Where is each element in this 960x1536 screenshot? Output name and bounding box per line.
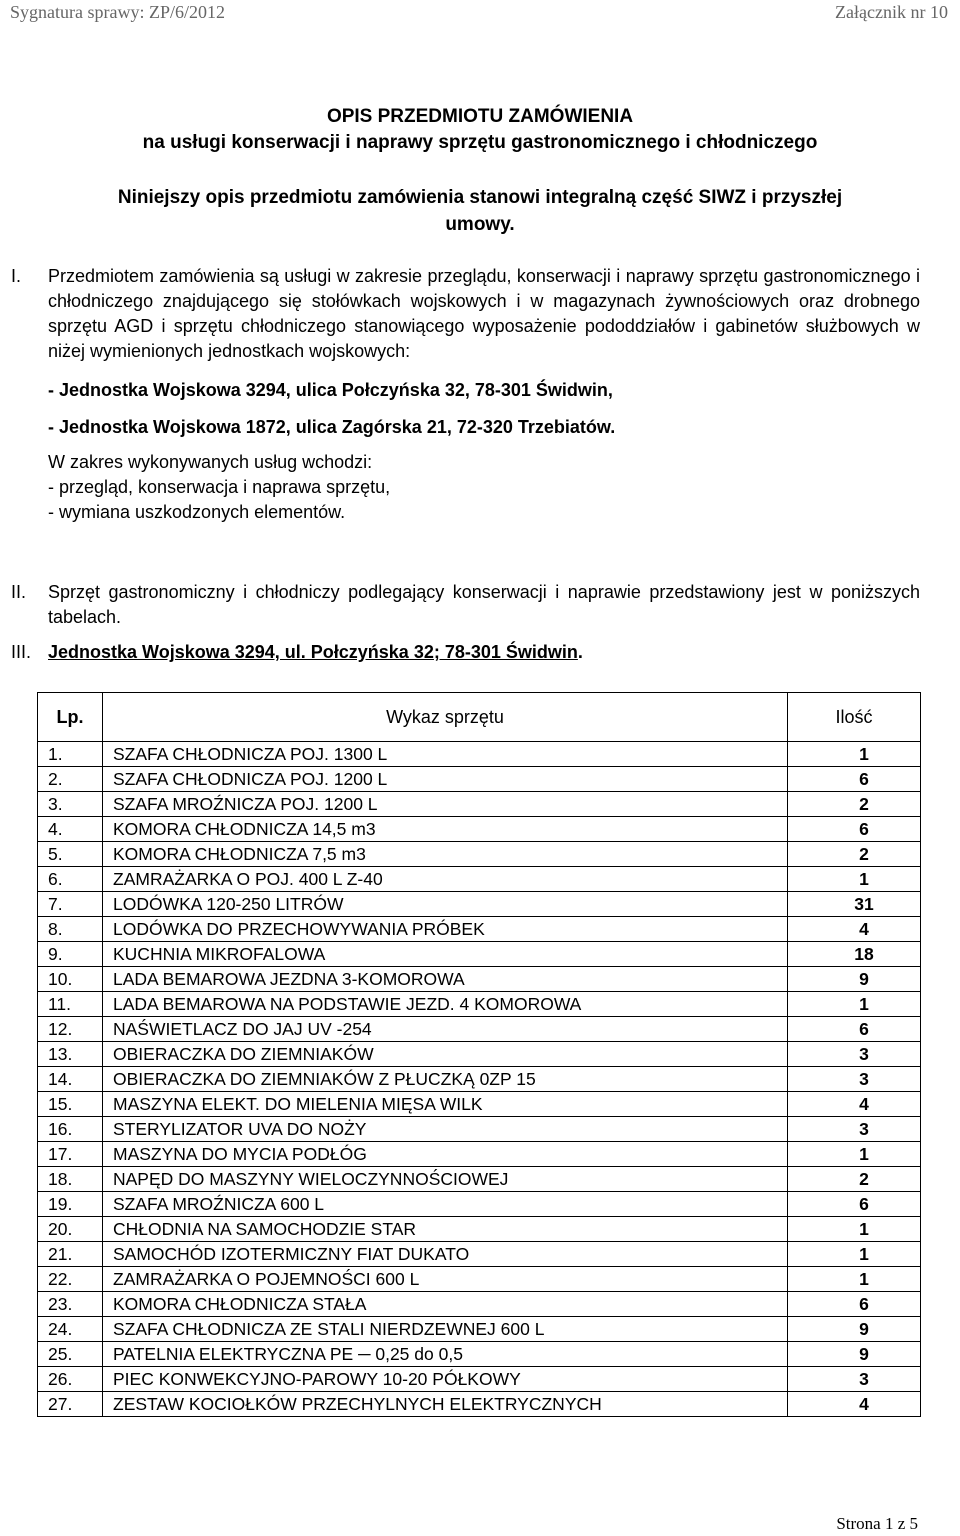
table-row bbox=[38, 1317, 921, 1342]
table-row bbox=[38, 792, 921, 817]
row-lp: 9. bbox=[38, 942, 103, 967]
row-lp: 16. bbox=[38, 1117, 103, 1142]
row-lp: 3. bbox=[38, 792, 103, 817]
header-lp: Lp. bbox=[38, 693, 103, 742]
row-lp: 14. bbox=[38, 1067, 103, 1092]
table-row bbox=[38, 1142, 921, 1167]
table-row bbox=[38, 1242, 921, 1267]
row-equipment: SZAFA MROŹNICZA 600 L bbox=[103, 1192, 788, 1217]
table-header-row bbox=[38, 693, 921, 742]
page-number: Strona 1 z 5 bbox=[836, 1514, 918, 1533]
table-row bbox=[38, 842, 921, 867]
row-lp: 11. bbox=[38, 992, 103, 1017]
row-lp: 26. bbox=[38, 1367, 103, 1392]
title-line-2: na usługi konserwacji i naprawy sprzętu gastronomicznego i chłodniczego bbox=[142, 132, 818, 153]
row-equipment: NAPĘD DO MASZYNY WIELOCZYNNOŚCIOWEJ bbox=[103, 1167, 788, 1192]
row-equipment: SZAFA CHŁODNICZA ZE STALI NIERDZEWNEJ 600 L bbox=[103, 1317, 788, 1342]
row-quantity: 1 bbox=[788, 1142, 921, 1167]
row-equipment: KUCHNIA MIKROFALOWA bbox=[103, 942, 788, 967]
section-3-heading: Jednostka Wojskowa 3294, ul. Połczyńska 32; 78-301 Świdwin bbox=[48, 642, 578, 662]
row-lp: 2. bbox=[38, 767, 103, 792]
section-2-text: Sprzęt gastronomiczny i chłodniczy podlegający konserwacji i naprawie przedstawiony jest w poniższych tabelach. bbox=[48, 582, 920, 627]
row-quantity: 9 bbox=[788, 1342, 921, 1367]
section-1 bbox=[11, 264, 920, 525]
row-lp: 4. bbox=[38, 817, 103, 842]
row-lp: 19. bbox=[38, 1192, 103, 1217]
row-quantity: 1 bbox=[788, 1242, 921, 1267]
row-lp: 13. bbox=[38, 1042, 103, 1067]
table-row bbox=[38, 767, 921, 792]
row-lp: 22. bbox=[38, 1267, 103, 1292]
row-lp: 10. bbox=[38, 967, 103, 992]
row-equipment: OBIERACZKA DO ZIEMNIAKÓW bbox=[103, 1042, 788, 1067]
table-row bbox=[38, 742, 921, 767]
row-lp: 23. bbox=[38, 1292, 103, 1317]
subtitle-line-2: umowy. bbox=[445, 214, 515, 235]
row-equipment: ZESTAW KOCIOŁKÓW PRZECHYLNYCH ELEKTRYCZNYCH bbox=[103, 1392, 788, 1417]
table-row bbox=[38, 1092, 921, 1117]
section-1-number: I. bbox=[11, 266, 22, 286]
row-equipment: LADA BEMAROWA JEZDNA 3-KOMOROWA bbox=[103, 967, 788, 992]
table-row bbox=[38, 1267, 921, 1292]
table-row bbox=[38, 967, 921, 992]
header-quantity: Ilość bbox=[788, 693, 921, 742]
unit-2: - Jednostka Wojskowa 1872, ulica Zagórska 21, 72-320 Trzebiatów. bbox=[48, 417, 616, 437]
section-1-text: Przedmiotem zamówienia są usługi w zakresie przeglądu, konserwacji i naprawy sprzętu gastronomicznego i chłodniczego znajdującego się stołówkach wojskowych i w magazynach żywnościowych oraz drobnego sprzętu AGD i sprzętu chłodniczego stanowiącego wyposażenie pododdziałów i gabinetów służbowych w niżej wymienionych jednostkach wojskowych: bbox=[48, 266, 920, 361]
row-equipment: LODÓWKA 120-250 LITRÓW bbox=[103, 892, 788, 917]
row-lp: 27. bbox=[38, 1392, 103, 1417]
table-row bbox=[38, 1192, 921, 1217]
row-quantity: 1 bbox=[788, 1217, 921, 1242]
table-row bbox=[38, 1017, 921, 1042]
table-row bbox=[38, 1392, 921, 1417]
table-row bbox=[38, 867, 921, 892]
row-quantity: 18 bbox=[788, 942, 921, 967]
row-lp: 7. bbox=[38, 892, 103, 917]
row-quantity: 6 bbox=[788, 1192, 921, 1217]
document-subtitle bbox=[0, 184, 960, 238]
table-row bbox=[38, 1167, 921, 1192]
table-row bbox=[38, 1042, 921, 1067]
row-lp: 20. bbox=[38, 1217, 103, 1242]
equipment-table bbox=[37, 692, 921, 1417]
row-equipment: CHŁODNIA NA SAMOCHODZIE STAR bbox=[103, 1217, 788, 1242]
row-equipment: SZAFA CHŁODNICZA POJ. 1200 L bbox=[103, 767, 788, 792]
row-equipment: KOMORA CHŁODNICZA STAŁA bbox=[103, 1292, 788, 1317]
header-equipment: Wykaz sprzętu bbox=[103, 693, 788, 742]
row-quantity: 1 bbox=[788, 1267, 921, 1292]
section-2-number: II. bbox=[11, 582, 27, 602]
table-row bbox=[38, 1117, 921, 1142]
unit-1: - Jednostka Wojskowa 3294, ulica Połczyńska 32, 78-301 Świdwin, bbox=[48, 380, 613, 400]
row-quantity: 6 bbox=[788, 1017, 921, 1042]
row-lp: 12. bbox=[38, 1017, 103, 1042]
row-lp: 15. bbox=[38, 1092, 103, 1117]
row-equipment: KOMORA CHŁODNICZA 7,5 m3 bbox=[103, 842, 788, 867]
row-lp: 17. bbox=[38, 1142, 103, 1167]
row-lp: 21. bbox=[38, 1242, 103, 1267]
row-quantity: 1 bbox=[788, 992, 921, 1017]
row-equipment: MASZYNA ELEKT. DO MIELENIA MIĘSA WILK bbox=[103, 1092, 788, 1117]
row-quantity: 2 bbox=[788, 1167, 921, 1192]
row-quantity: 9 bbox=[788, 967, 921, 992]
row-lp: 24. bbox=[38, 1317, 103, 1342]
row-equipment: LADA BEMAROWA NA PODSTAWIE JEZD. 4 KOMOROWA bbox=[103, 992, 788, 1017]
table-row bbox=[38, 1067, 921, 1092]
row-quantity: 1 bbox=[788, 867, 921, 892]
row-quantity: 4 bbox=[788, 917, 921, 942]
row-equipment: SZAFA CHŁODNICZA POJ. 1300 L bbox=[103, 742, 788, 767]
table-row bbox=[38, 1292, 921, 1317]
scope-intro: W zakres wykonywanych usług wchodzi: bbox=[48, 452, 373, 472]
table-body bbox=[38, 742, 921, 1417]
row-lp: 1. bbox=[38, 742, 103, 767]
row-quantity: 6 bbox=[788, 1292, 921, 1317]
scope-item-2: - wymiana uszkodzonych elementów. bbox=[48, 502, 346, 522]
section-3-suffix: . bbox=[577, 642, 583, 662]
attachment-number: Załącznik nr 10 bbox=[835, 2, 948, 22]
row-quantity: 2 bbox=[788, 842, 921, 867]
section-2 bbox=[11, 580, 920, 630]
row-equipment: PIEC KONWEKCYJNO-PAROWY 10-20 PÓŁKOWY bbox=[103, 1367, 788, 1392]
row-lp: 25. bbox=[38, 1342, 103, 1367]
row-quantity: 6 bbox=[788, 767, 921, 792]
row-quantity: 1 bbox=[788, 742, 921, 767]
table-row bbox=[38, 1217, 921, 1242]
row-equipment: STERYLIZATOR UVA DO NOŻY bbox=[103, 1117, 788, 1142]
row-quantity: 3 bbox=[788, 1067, 921, 1092]
row-equipment: MASZYNA DO MYCIA PODŁÓG bbox=[103, 1142, 788, 1167]
row-quantity: 31 bbox=[788, 892, 921, 917]
title-line-1: OPIS PRZEDMIOTU ZAMÓWIENIA bbox=[326, 106, 634, 127]
table-row bbox=[38, 817, 921, 842]
section-3-number: III. bbox=[11, 642, 32, 662]
row-equipment: NAŚWIETLACZ DO JAJ UV -254 bbox=[103, 1017, 788, 1042]
row-quantity: 4 bbox=[788, 1092, 921, 1117]
table-row bbox=[38, 892, 921, 917]
row-equipment: SAMOCHÓD IZOTERMICZNY FIAT DUKATO bbox=[103, 1242, 788, 1267]
row-equipment: ZAMRAŻARKA O POJ. 400 L Z-40 bbox=[103, 867, 788, 892]
row-quantity: 3 bbox=[788, 1117, 921, 1142]
scope-item-1: - przegląd, konserwacja i naprawa sprzętu, bbox=[48, 477, 391, 497]
row-lp: 8. bbox=[38, 917, 103, 942]
document-title bbox=[0, 104, 960, 156]
row-quantity: 3 bbox=[788, 1367, 921, 1392]
row-lp: 6. bbox=[38, 867, 103, 892]
subtitle-line-1: Niniejszy opis przedmiotu zamówienia stanowi integralną część SIWZ i przyszłej bbox=[117, 187, 843, 208]
case-signature: Sygnatura sprawy: ZP/6/2012 bbox=[10, 2, 225, 22]
section-3 bbox=[11, 640, 920, 665]
row-equipment: SZAFA MROŹNICZA POJ. 1200 L bbox=[103, 792, 788, 817]
row-quantity: 4 bbox=[788, 1392, 921, 1417]
table-row bbox=[38, 992, 921, 1017]
row-equipment: OBIERACZKA DO ZIEMNIAKÓW Z PŁUCZKĄ 0ZP 15 bbox=[103, 1067, 788, 1092]
row-quantity: 3 bbox=[788, 1042, 921, 1067]
row-lp: 18. bbox=[38, 1167, 103, 1192]
table-row bbox=[38, 1367, 921, 1392]
row-equipment: LODÓWKA DO PRZECHOWYWANIA PRÓBEK bbox=[103, 917, 788, 942]
table-row bbox=[38, 917, 921, 942]
row-equipment: PATELNIA ELEKTRYCZNA PE ─ 0,25 do 0,5 bbox=[103, 1342, 788, 1367]
row-lp: 5. bbox=[38, 842, 103, 867]
table-row bbox=[38, 1342, 921, 1367]
row-quantity: 6 bbox=[788, 817, 921, 842]
row-quantity: 2 bbox=[788, 792, 921, 817]
table-row bbox=[38, 942, 921, 967]
row-quantity: 9 bbox=[788, 1317, 921, 1342]
row-equipment: KOMORA CHŁODNICZA 14,5 m3 bbox=[103, 817, 788, 842]
row-equipment: ZAMRAŻARKA O POJEMNOŚCI 600 L bbox=[103, 1267, 788, 1292]
